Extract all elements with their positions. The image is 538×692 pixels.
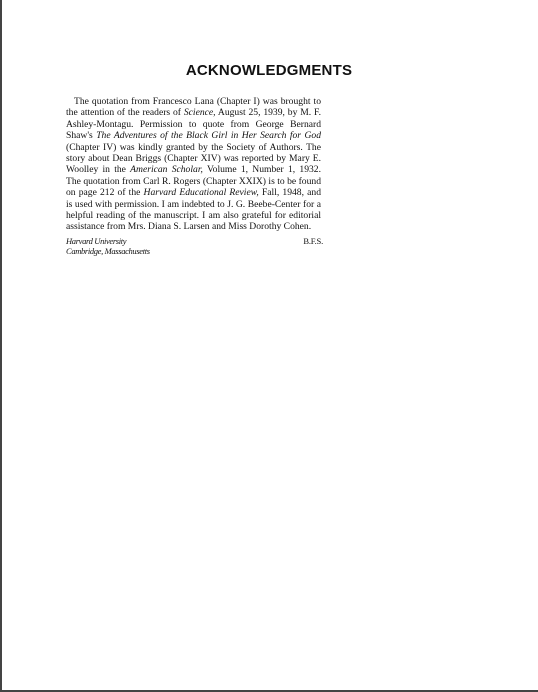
paragraph-text-2: August 25, 1939, by M. F. Ashley-Montagu. Permission to quote from George Bernard Shaw's: [66, 107, 321, 142]
page-title: ACKNOWLEDGMENTS: [185, 62, 353, 79]
journal-title-american-scholar: American Scholar,: [130, 164, 203, 176]
signoff-place-line-1: Harvard University: [66, 236, 127, 246]
acknowledgments-paragraph: [66, 96, 321, 233]
paragraph-text-4: Volume 1, Number 1, 1932. The quotation from Carl R. Rogers (Chapter XXIX) is to be found on page 212 of the: [66, 164, 321, 199]
paragraph-text-5: Fall, 1948, and is used with permission. I am indebted to J. G. Beebe-Center for a helpful reading of the manuscript. I am also grateful for editorial assistance from Mrs. Diana S. Larsen and Miss Dorothy Cohen.: [66, 187, 321, 233]
paragraph-text-1: The quotation from Francesco Lana (Chapter I) was brought to the attention of the readers of: [66, 96, 321, 119]
signoff-place-line-2: Cambridge, Massachusetts: [66, 245, 150, 256]
journal-title-science: Science,: [183, 107, 216, 119]
book-title-shaw: The Adventures of the Black Girl in Her Search for God: [96, 130, 321, 142]
paragraph-text-3: (Chapter IV) was kindly granted by the Society of Authors. The story about Dean Briggs (Chapter XIV) was reported by Mary E. Woolley in the: [66, 141, 321, 176]
journal-title-harvard-review: Harvard Educational Review,: [143, 187, 259, 199]
author-initials: B.F.S.: [303, 236, 323, 246]
signoff: [66, 237, 323, 256]
